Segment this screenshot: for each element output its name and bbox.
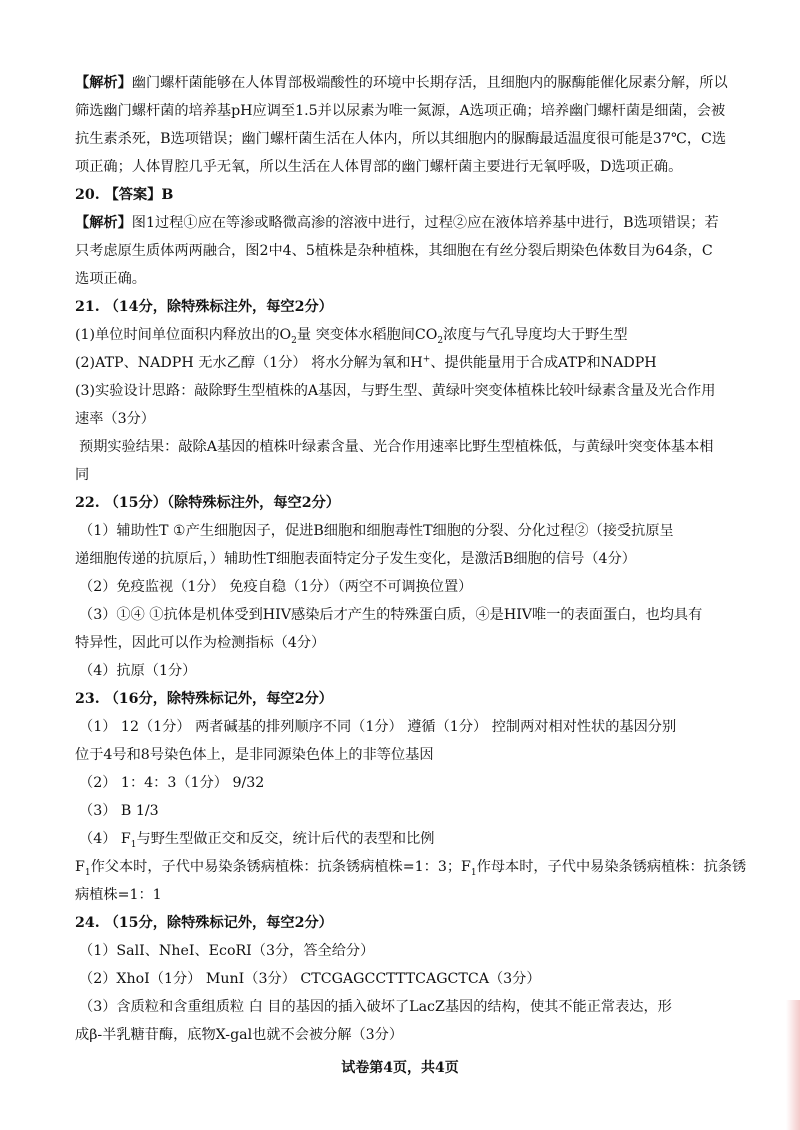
q21-expected-result: 预期实验结果：敲除A基因的植株叶绿素含量、光合作用速率比野生型植株低，与黄绿叶突变体基本相	[79, 439, 714, 455]
q21-answer-1: (1)单位时间单位面积内释放出的$O_2$量 突变体水稻胞间$CO_2$浓度与气孔导度均大于野生型	[75, 327, 628, 346]
q23-heading: 23. （16分，除特殊标记外，每空2分）	[75, 691, 333, 707]
q22-answer-2: （2）免疫监视（1分） 免疫自稳（1分）（两空不可调换位置）	[79, 579, 473, 595]
q23-answer-4-end: 病植株=1：1	[75, 887, 162, 903]
q21-expected-result-cont: 同	[75, 467, 90, 483]
q22-heading: 22. （15分）（除特殊标注外，每空2分）	[75, 495, 340, 511]
q19-analysis-line-1: 【解析】幽门螺杆菌能够在人体胃部极端酸性的环境中长期存活，且细胞内的脲酶能催化尿素分解，所以	[75, 75, 728, 91]
q21-answer-3: (3)实验设计思路：敲除野生型植株的A基因，与野生型、黄绿叶突变体植株比较叶绿素含量及光合作用	[75, 383, 716, 399]
q22-answer-1-cont: 递细胞传递的抗原后，）辅助性T细胞表面特定分子发生变化，是激活B细胞的信号（4分）	[75, 551, 636, 567]
q21-answer-2: (2)ATP、NADPH 无水乙醇（1分） 将水分解为氧和H+、提供能量用于合成ATP和NADPH	[75, 354, 657, 371]
q23-answer-4-cont: $F_1$作父本时，子代中易染条锈病植株：抗条锈病植株=1：3；$F_1$作母本时，子代中易染条锈病植株：抗条锈	[75, 859, 747, 878]
q19-analysis-line-2: 筛选幽门螺杆菌的培养基pH应调至1.5并以尿素为唯一氮源，A选项正确；培养幽门螺杆菌是细菌，会被	[75, 103, 726, 119]
q22-answer-3-cont: 特异性，因此可以作为检测指标（4分）	[75, 635, 326, 651]
q19-analysis-line-3: 抗生素杀死，B选项错误；幽门螺杆菌生活在人体内，所以其细胞内的脲酶最适温度很可能是37℃，C选	[75, 131, 727, 147]
scan-edge-decoration	[786, 1000, 800, 1130]
q24-answer-1: （1）SalⅠ、NheⅠ、EcoRⅠ（3分，答全给分）	[79, 943, 375, 959]
q24-answer-3: （3）含质粒和含重组质粒 白 目的基因的插入破坏了LacZ基因的结构，使其不能正常表达，形	[79, 999, 672, 1015]
q24-answer-2: （2）XhoⅠ（1分） MunⅠ（3分） CTCGAGCCTTTCAGCTCA（3分）	[79, 971, 541, 987]
q23-answer-1-cont: 位于4号和8号染色体上，是非同源染色体上的非等位基因	[75, 747, 434, 763]
q21-answer-3-cont: 速率（3分）	[75, 411, 155, 427]
page-footer: 试卷第4页，共4页	[341, 1060, 459, 1076]
q21-heading: 21. （14分，除特殊标注外，每空2分）	[75, 299, 333, 315]
q22-answer-1: （1）辅助性T ①产生细胞因子，促进B细胞和细胞毒性T细胞的分裂、分化过程②（接受抗原呈	[79, 523, 674, 539]
q24-heading: 24. （15分，除特殊标记外，每空2分）	[75, 915, 333, 931]
q23-answer-2: （2） 1：4：3（1分） 9/32	[79, 775, 265, 791]
q20-analysis-line-2: 只考虑原生质体两两融合，图2中4、5植株是杂种植株，其细胞在有丝分裂后期染色体数目为64条，C	[75, 243, 713, 259]
q20-analysis-line-3: 选项正确。	[75, 271, 146, 287]
q23-answer-3: （3） B 1/3	[79, 803, 159, 819]
q23-answer-4: （4） $F_1$与野生型做正交和反交，统计后代的表型和比例	[79, 831, 435, 850]
q23-answer-1: （1） 12（1分） 两者碱基的排列顺序不同（1分） 遵循（1分） 控制两对相对性状的基因分别	[79, 719, 677, 735]
q22-answer-4: （4）抗原（1分）	[79, 663, 197, 679]
analysis-label: 【解析】	[75, 75, 132, 91]
q19-analysis-line-4: 项正确；人体胃腔几乎无氧，所以生活在人体胃部的幽门螺杆菌主要进行无氧呼吸，D选项正确。	[75, 159, 683, 175]
q24-answer-3-cont: 成β-半乳糖苷酶，底物X-gal也就不会被分解（3分）	[75, 1027, 404, 1043]
q22-answer-3: （3）①④ ①抗体是机体受到HIV感染后才产生的特殊蛋白质，④是HIV唯一的表面蛋白，也均具有	[79, 607, 703, 623]
analysis-label: 【解析】	[75, 215, 132, 231]
q20-analysis-line-1: 【解析】图1过程①应在等渗或略微高渗的溶液中进行，过程②应在液体培养基中进行，B选项错误；若	[75, 215, 719, 231]
q20-answer: 20. 【答案】B	[75, 187, 174, 203]
